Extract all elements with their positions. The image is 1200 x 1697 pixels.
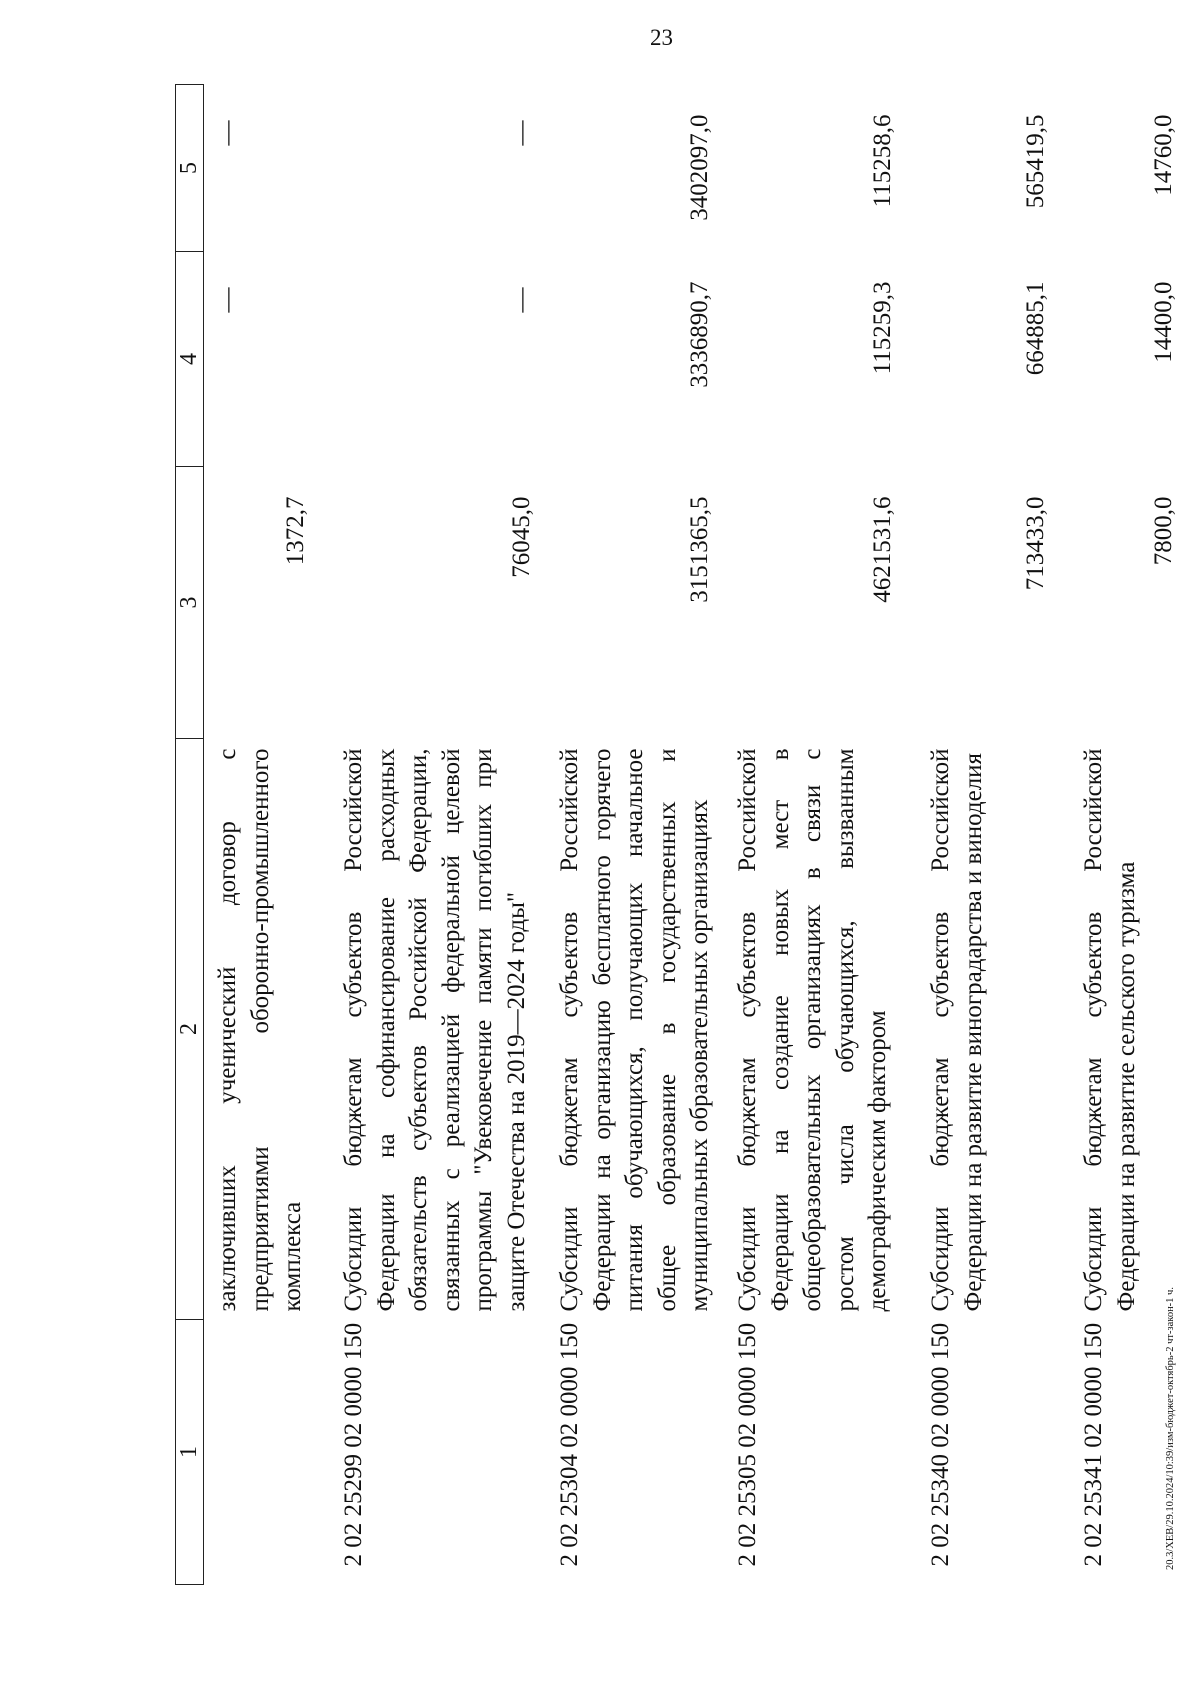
header-col-5: 5 (176, 85, 204, 252)
header-col-2: 2 (176, 739, 204, 1320)
row-value-col3: 76045,0 (507, 496, 535, 578)
row-value-col4: — (214, 287, 241, 313)
header-col-3: 3 (176, 467, 204, 739)
table-row (917, 85, 1070, 1585)
row-value-col5: — (214, 120, 241, 146)
row-code: 2 02 25299 02 0000 150 (340, 1322, 367, 1567)
row-code: 2 02 25305 02 0000 150 (734, 1322, 761, 1567)
row-value-col5: — (507, 120, 535, 146)
row-value-col3: 1372,7 (281, 496, 309, 566)
row-value-col3: 7800,0 (1149, 496, 1177, 566)
row-name: Субсидии бюджетам субъектов Российской Федерации на создание новых мест в общеобразовательных организациях в связи с ростом числа обучающихся, вызванным демографическим фактором (734, 748, 891, 1312)
row-code (204, 1320, 331, 1585)
row-value-col4: 14400,0 (1149, 281, 1177, 363)
row-value-col5: 115258,6 (868, 114, 896, 208)
row-value-col3: 3151365,5 (685, 496, 713, 603)
row-value-col4: 115259,3 (868, 281, 896, 375)
row-value-col5: 3402097,0 (685, 114, 713, 221)
table-row (204, 85, 331, 1585)
row-code: 2 02 25341 02 0000 150 (1080, 1322, 1107, 1567)
table-header-row (176, 85, 204, 1585)
row-value-col5: 14760,0 (1149, 114, 1177, 196)
row-name: Субсидии бюджетам субъектов Российской Федерации на софинансирование расходных обязательств субъектов Российской Федерации, связанных с реализацией федеральной целевой программы "Увековечение памяти погибших при защите Отечества на 2019—2024 годы" (340, 748, 530, 1312)
row-value-col4: — (507, 287, 535, 313)
row-value-col3: 4621531,6 (868, 496, 896, 603)
row-name: Субсидии бюджетам субъектов Российской Федерации на развитие сельского туризма (1080, 748, 1140, 1312)
table-row (546, 85, 724, 1585)
footer-note: 20.3/ХЕВ/29.10.2024/10:39/изм-бюджет-октябрь-2 чт-закон-1 ч. (1165, 1287, 1176, 1570)
row-value-col4: 664885,1 (1021, 281, 1049, 376)
row-code: 2 02 25304 02 0000 150 (556, 1322, 583, 1567)
row-name: заключивших ученический договор с предприятиями оборонно-промышленного комплекса (214, 748, 306, 1312)
row-value-col4: 3336890,7 (685, 281, 713, 388)
table-row (724, 85, 917, 1585)
table-row (330, 85, 546, 1585)
header-col-4: 4 (176, 252, 204, 467)
row-code: 2 02 25340 02 0000 150 (927, 1322, 954, 1567)
budget-table (175, 84, 1198, 1585)
page-number: 23 (650, 25, 673, 50)
row-value-col5: 565419,5 (1021, 114, 1049, 209)
row-value-col3: 713433,0 (1021, 496, 1049, 591)
row-name: Субсидии бюджетам субъектов Российской Федерации на развитие виноградарства и виноделия (927, 748, 987, 1312)
table-row (1070, 85, 1198, 1585)
header-col-1: 1 (176, 1320, 204, 1585)
row-name: Субсидии бюджетам субъектов Российской Федерации на организацию бесплатного горячего питания обучающихся, получающих начальное общее образование в государственных и муниципальных образовательных организациях (556, 748, 713, 1312)
